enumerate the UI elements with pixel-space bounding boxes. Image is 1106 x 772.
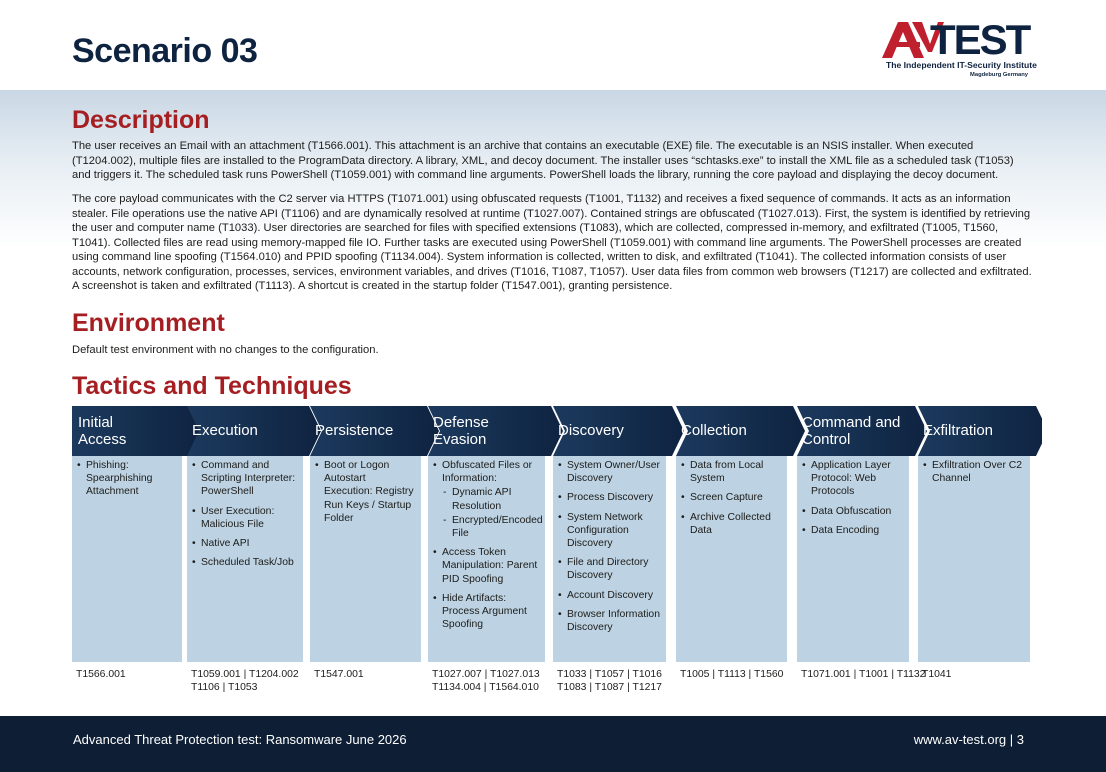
technique-ids xyxy=(557,669,662,694)
technique-ids xyxy=(76,669,126,682)
technique-name: Browser Information Discovery xyxy=(567,608,660,634)
logo-tagline: The Independent IT-Security Institute xyxy=(886,60,1037,70)
technique-name: Boot or Logon Autostart Execution: Registry Run Keys / Startup Folder xyxy=(324,460,414,524)
technique-name: Command and Scripting Interpreter: PowerShell xyxy=(201,460,296,498)
tactic-header-line: Persistence xyxy=(315,422,394,439)
technique-name: Exfiltration Over C2 Channel xyxy=(932,460,1023,485)
technique-name: Screen Capture xyxy=(690,492,763,504)
technique-list xyxy=(315,459,415,525)
logo-wordmark: TEST xyxy=(930,16,1030,63)
technique-item xyxy=(192,459,297,499)
technique-name: System Owner/User Discovery xyxy=(567,460,660,485)
technique-ids xyxy=(191,669,299,694)
technique-item xyxy=(315,459,415,525)
technique-ids xyxy=(314,669,364,682)
av-test-logo xyxy=(882,16,1037,82)
footer-report-title: Advanced Threat Protection test: Ransomware June 2026 xyxy=(73,732,407,747)
technique-name: Process Discovery xyxy=(567,492,654,504)
technique-item xyxy=(923,459,1024,485)
tactic-technique-column xyxy=(676,456,787,662)
tactic-header-line: Exfiltration xyxy=(923,422,994,439)
technique-name: Account Discovery xyxy=(567,589,654,601)
technique-id-line: T1033 | T1057 | T1016 xyxy=(557,669,662,680)
sub-technique-name: - Encrypted/Encoded File xyxy=(442,514,539,540)
technique-name: Phishing: Spearphishing Attachment xyxy=(86,460,153,498)
technique-id-line: T1071.001 | T1001 | T1132 xyxy=(801,669,926,680)
tactics-heading: Tactics and Techniques xyxy=(72,372,352,400)
technique-list xyxy=(923,459,1024,485)
sub-technique-name: - Dynamic API Resolution xyxy=(442,486,539,512)
tactic-technique-column xyxy=(553,456,666,662)
technique-list xyxy=(192,459,297,569)
tactic-technique-column xyxy=(918,456,1030,662)
technique-item xyxy=(433,592,539,632)
tactic-header xyxy=(681,422,747,439)
technique-name: Native API xyxy=(201,538,250,550)
tactic-technique-column xyxy=(187,456,303,662)
technique-item xyxy=(558,589,660,602)
tactic-header-line: Defense xyxy=(433,414,489,431)
tactic-header-line: Collection xyxy=(681,422,747,439)
technique-name: Archive Collected Data xyxy=(690,511,771,536)
technique-id-line: T1083 | T1087 | T1217 xyxy=(557,681,662,693)
tactic-header xyxy=(802,414,900,448)
technique-item xyxy=(558,511,660,551)
technique-name: Application Layer Protocol: Web Protocols xyxy=(811,460,891,498)
tactic-technique-column xyxy=(797,456,909,662)
technique-item xyxy=(192,556,297,569)
tactic-technique-column xyxy=(72,456,182,662)
technique-item xyxy=(192,537,297,550)
tactic-header xyxy=(558,422,624,439)
technique-item xyxy=(558,608,660,634)
technique-list xyxy=(681,459,781,537)
technique-name: Hide Artifacts: Process Argument Spoofing xyxy=(442,592,527,631)
footer xyxy=(0,716,1106,772)
tactic-header xyxy=(78,414,126,448)
technique-item xyxy=(681,491,781,504)
technique-id-line: T1547.001 xyxy=(314,669,364,680)
technique-item xyxy=(433,546,539,586)
environment-text: Default test environment with no changes to the configuration. xyxy=(72,344,379,356)
technique-item xyxy=(558,459,660,485)
footer-site-page: www.av-test.org | 3 xyxy=(913,732,1024,747)
technique-id-line: T1566.001 xyxy=(76,669,126,680)
tactic-header xyxy=(192,422,258,439)
technique-item xyxy=(558,491,660,504)
technique-list xyxy=(433,459,543,631)
tactic-header xyxy=(315,422,393,439)
technique-name: User Execution: Malicious File xyxy=(201,505,275,530)
technique-name: System Network Configuration Discovery xyxy=(567,511,643,550)
technique-ids xyxy=(432,669,540,694)
technique-name: Data Obfuscation xyxy=(811,505,892,517)
tactic-header-line: Discovery xyxy=(558,422,624,439)
technique-item xyxy=(802,505,903,518)
technique-id-line: T1005 | T1113 | T1560 xyxy=(680,669,784,680)
tactic-header xyxy=(923,422,993,439)
logo-location: Magdeburg Germany xyxy=(970,72,1028,78)
technique-item xyxy=(802,524,903,537)
technique-name: Scheduled Task/Job xyxy=(201,557,294,569)
technique-item xyxy=(558,556,660,582)
technique-ids xyxy=(922,669,951,682)
page-title: Scenario 03 xyxy=(72,32,258,70)
technique-name: Access Token Manipulation: Parent PID Spoofing xyxy=(442,547,538,585)
technique-item xyxy=(192,505,297,531)
tactic-header-line: Evasion xyxy=(433,431,487,448)
tactic-header-line: Initial xyxy=(78,414,114,431)
technique-item xyxy=(681,511,781,537)
environment-heading: Environment xyxy=(72,309,225,337)
description-heading: Description xyxy=(72,106,210,134)
tactic-header xyxy=(433,414,489,448)
technique-ids xyxy=(801,669,925,682)
technique-name: Data Encoding xyxy=(811,524,880,536)
technique-id-line: T1059.001 | T1204.002 xyxy=(191,669,299,680)
description-paragraph-2: The core payload communicates with the C2 server via HTTPS (T1071.001) using obfuscated requests (T1001, T1132) and receives a fixed sequence of commands. It acts as an information stealer. File operations use the native API (T1106) and are dynamically resolved at runtime (T1027.007). Contained strings are obfuscated (T1027.013). First, the system is identified by retrieving the user and computer name (T1033). User directories are searched for files with specified extensions (T1083), which are collected, compressed in-memory, and exfiltrated (T1005, T1560, T1041). Collected files are read using memory-mapped file IO. Further tasks are executed using PowerShell (T1059.001) with command line arguments. The PowerShell processes are created using command line spoofing (T1564.010) and PPID spoofing (T1134.004). System information is collected, written to disk, and exfiltrated (T1041). The collected information consists of user accounts, network configuration, processes, services, environment variables, and drives (T1016, T1087, T1057). User data files from common web browsers (T1217) are collected and exfiltrated. A screenshot is taken and exfiltrated (T1113). A shortcut is created in the startup folder (T1547.001), granting persistence. xyxy=(72,193,1032,292)
technique-item xyxy=(681,459,781,485)
technique-item xyxy=(77,459,176,499)
tactic-header-line: Control xyxy=(802,431,851,448)
technique-name: File and Directory Discovery xyxy=(567,557,649,582)
tactic-header-line: Execution xyxy=(192,422,258,439)
technique-name: Data from Local System xyxy=(690,460,764,485)
technique-id-line: T1041 xyxy=(922,669,952,680)
technique-list xyxy=(558,459,660,634)
technique-id-line: T1106 | T1053 xyxy=(191,681,258,693)
technique-id-line: T1027.007 | T1027.013 xyxy=(432,669,540,680)
technique-list xyxy=(802,459,903,537)
description-paragraph-1: The user receives an Email with an attachment (T1566.001). This attachment is an archive that contains an executable (EXE) file. The executable is an NSIS installer. When executed (T1204.002), multiple files are installed to the ProgramData directory. A library, XML, and decoy document. The installer uses “schtasks.exe” to install the XML file as a scheduled task (T1053) and triggers it. The scheduled task runs PowerShell (T1059.001) with command line arguments. PowerShell loads the library, running the core payload and displaying the decoy document. xyxy=(72,140,1014,181)
technique-id-line: T1134.004 | T1564.010 xyxy=(432,681,539,693)
tactic-header-line: Command and xyxy=(802,414,901,431)
tactic-header-line: Access xyxy=(78,431,127,448)
tactic-technique-column xyxy=(310,456,421,662)
tactic-technique-column xyxy=(428,456,545,662)
technique-item xyxy=(433,459,543,540)
technique-list xyxy=(77,459,176,499)
technique-ids xyxy=(680,669,783,682)
technique-item xyxy=(802,459,903,499)
technique-name: Obfuscated Files or Information: xyxy=(442,460,533,485)
